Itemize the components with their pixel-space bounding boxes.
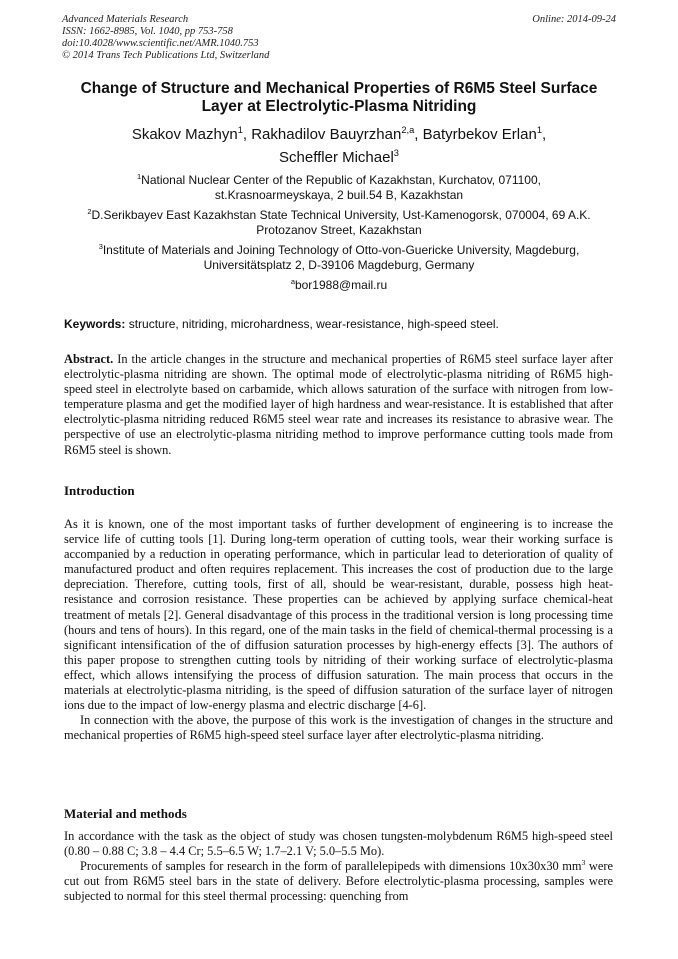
online-date: Online: 2014-09-24 <box>532 14 616 25</box>
keywords <box>64 317 622 332</box>
abstract <box>64 352 613 458</box>
author-4-sup: 3 <box>393 148 399 158</box>
title-line-2: Layer at Electrolytic-Plasma Nitriding <box>201 98 477 115</box>
aff-2-line-1: D.Serikbayev East Kazakhstan State Technical University, Ust-Kamenogorsk, 070004, 69 A.K. <box>91 208 591 222</box>
abstract-text: In the article changes in the structure and mechanical properties of R6M5 steel surface layer after electrolytic-plasma nitriding are shown. The optimal mode of electrolytic-plasma nitriding of R6M5 high-speed steel in electrolyte based on carbamide, which allows saturation of the surface with nitrogen from low-temperature plasma and get the modified layer of high hardness and wear-resistance. It is established that after electrolytic-plasma nitriding reduced R6M5 steel wear rate and increases its resistance to abrasive wear. The perspective of use an electrolytic-plasma nitriding method to improve performance cutting tools made from R6M5 steel is shown. <box>64 352 613 457</box>
email-sup: a <box>290 277 295 286</box>
introduction-body <box>64 517 613 743</box>
affiliation-1 <box>56 173 622 203</box>
affiliation-3 <box>56 243 622 273</box>
author-email <box>56 278 622 293</box>
aff-3-line-2: Universitätsplatz 2, D-39106 Magdeburg, Germany <box>203 258 475 272</box>
keywords-text: structure, nitriding, microhardness, wear-resistance, high-speed steel. <box>128 317 499 331</box>
introduction-heading: Introduction <box>64 483 135 498</box>
paper-title <box>56 80 622 116</box>
doi-line: doi:10.4028/www.scientific.net/AMR.1040.753 <box>62 38 259 49</box>
author-3: Batyrbekov Erlan <box>422 126 537 143</box>
issn-line: ISSN: 1662-8985, Vol. 1040, pp 753-758 <box>62 26 233 37</box>
author-2: Rakhadilov Bauyrzhan <box>251 126 402 143</box>
aff-1-sup: 1 <box>137 172 142 181</box>
keywords-label: Keywords: <box>64 317 126 331</box>
title-line-1: Change of Structure and Mechanical Properties of R6M5 Steel Surface <box>80 80 598 97</box>
introduction-paragraph-1: As it is known, one of the most important tasks of further development of engineering is to increase the service life of cutting tools [1]. During long-term operation of cutting tools, wear their working surface is accompanied by a reduction in operating performance, which in particular lead to deterioration of quality of manufactured product and often requires replacement. This increases the cost of production due to the large depreciation. Therefore, cutting tools, first of all, should be wear-resistant, durable, possess high heat-resistance and corrosion resistance. These properties can be achieved by applying surface chemical-heat treatment of metals [2]. General disadvantage of this process in the traditional version is long processing time (hours and tens of hours). In this regard, one of the main tasks in the field of chemical-thermal processing is a significant intensification of the of diffusion saturation processes by high-energy effects [3]. The authors of this paper propose to strengthen cutting tools by nitriding of their working surface of electrolytic-plasma effect, which allows intensifying the process of diffusion saturation. The main process that occurs in the materials at electrolytic-plasma nitriding, is the speed of diffusion saturation of the surface layer of nitrogen ions due to the impact of low-energy plasma and electric discharge [4-6]. <box>64 517 613 713</box>
author-list: Skakov Mazhyn$^1$, Rakhadilov Bauyrzhan$^{2,a}$, Batyrbekov Erlan$^1$, Scheffler Michael$^3$ <box>131 125 547 166</box>
abstract-label: Abstract. <box>64 352 114 366</box>
affiliations <box>56 173 622 298</box>
methods-paragraph-1: In accordance with the task as the object of study was chosen tungsten-molybdenum R6M5 high-speed steel (0.80 – 0.88 C; 3.8 – 4.4 Cr; 5.5–6.5 W; 1.7–2.1 V; 5.0–5.5 Mo). <box>64 829 613 859</box>
methods-p2-sup: 3 <box>581 858 586 868</box>
author-1-sup: 1 <box>237 125 243 135</box>
aff-3-sup: 3 <box>98 242 103 251</box>
methods-p2-start: Procurements of samples for research in the form of parallelepipeds with dimensions 10x30x30 mm <box>80 859 582 874</box>
aff-2-sup: 2 <box>87 207 92 216</box>
copyright-line: © 2014 Trans Tech Publications Ltd, Switzerland <box>62 50 270 61</box>
email-address: bor1988@mail.ru <box>294 278 388 292</box>
aff-2-line-2: Protozanov Street, Kazakhstan <box>256 223 422 237</box>
methods-heading: Material and methods <box>64 806 187 821</box>
methods-p2-rest: were cut out from R6M5 steel bars in the state of delivery. Before electrolytic-plasma processing, samples were subjected to normal for this steel thermal processing: quenching from <box>64 859 613 904</box>
affiliation-2 <box>56 208 622 238</box>
author-4: Scheffler Michael <box>279 149 394 166</box>
methods-body <box>64 829 613 904</box>
author-3-sup: 1 <box>536 125 542 135</box>
methods-paragraph-2 <box>64 859 613 904</box>
author-2-sup: 2,a <box>401 125 415 135</box>
journal-name: Advanced Materials Research <box>62 14 189 25</box>
aff-3-line-1: Institute of Materials and Joining Technology of Otto-von-Guericke University, Magdeburg, <box>102 243 580 257</box>
aff-1-line-2: st.Krasnoarmeyskaya, 2 buil.54 B, Kazakhstan <box>214 188 464 202</box>
author-1: Skakov Mazhyn <box>131 126 238 143</box>
introduction-paragraph-2: In connection with the above, the purpose of this work is the investigation of changes in the structure and mechanical properties of R6M5 high-speed steel surface layer after electrolytic-plasma nitriding. <box>64 713 613 743</box>
journal-header <box>62 14 622 62</box>
aff-1-line-1: National Nuclear Center of the Republic of Kazakhstan, Kurchatov, 071100, <box>141 173 541 187</box>
